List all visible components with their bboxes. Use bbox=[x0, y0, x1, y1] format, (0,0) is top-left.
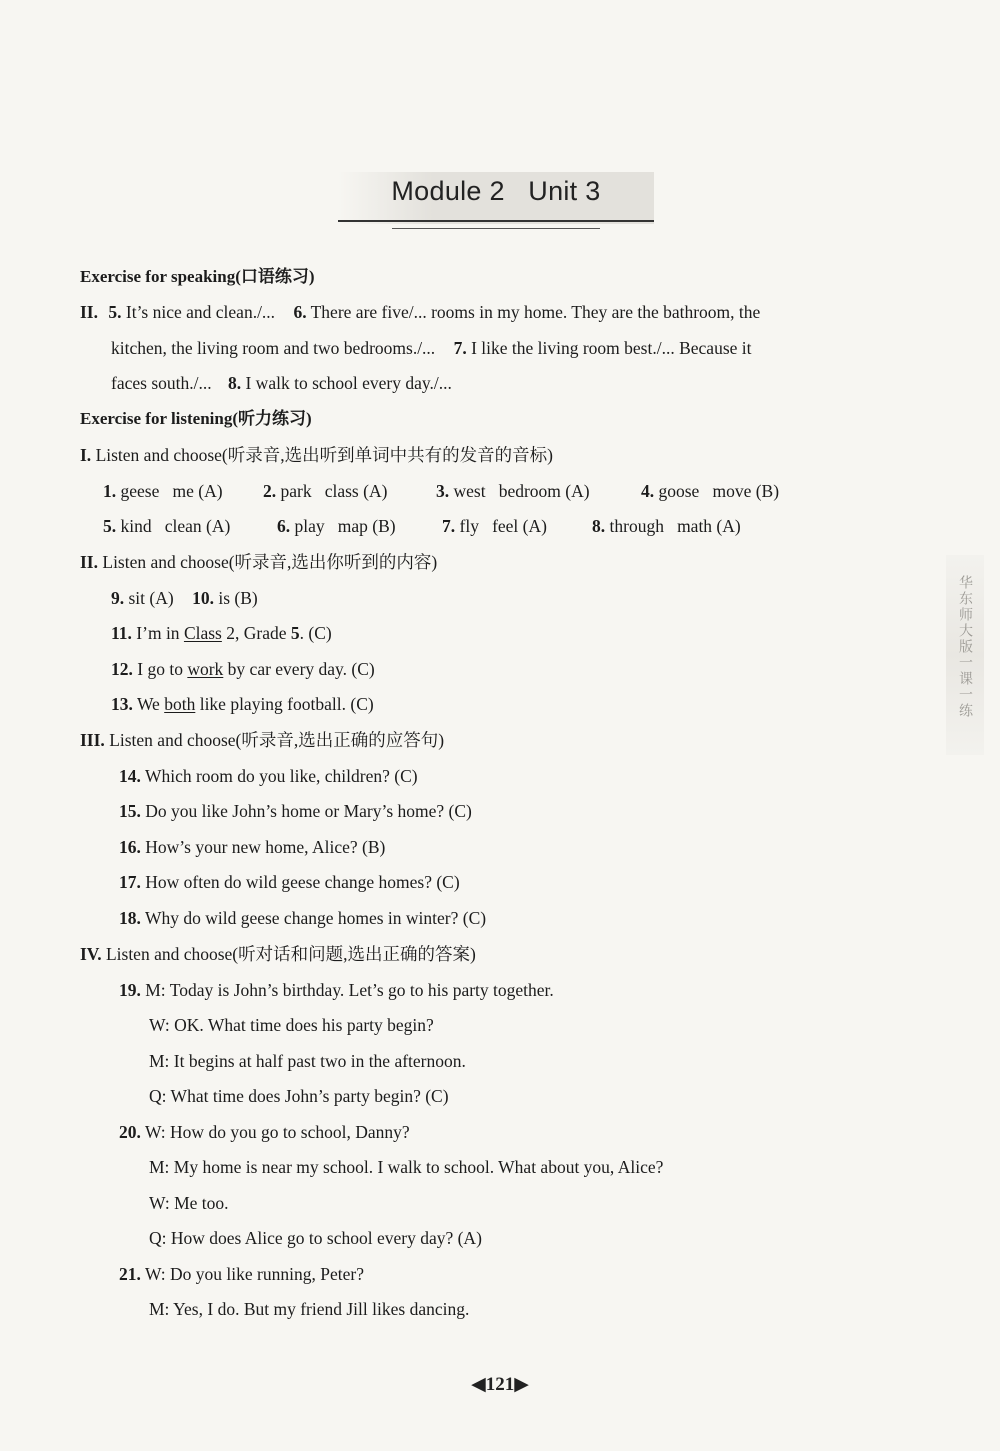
item-number: 4. bbox=[641, 481, 655, 501]
dialogue-19-line: M: It begins at half past two in the afternoon. bbox=[149, 1051, 466, 1071]
dialogue-text: W: Do you like running, Peter? bbox=[144, 1264, 364, 1284]
answer-text: geese me (A) bbox=[120, 481, 223, 501]
answer-text: It’s nice and clean./... bbox=[121, 302, 276, 322]
dialogue-20-line: W: Me too. bbox=[149, 1193, 229, 1213]
part-3-item bbox=[119, 836, 385, 858]
dialogue-21-line: M: Yes, I do. But my friend Jill likes dancing. bbox=[149, 1299, 470, 1319]
answer-text: There are five/... rooms in my home. They are the bathroom, the bbox=[306, 302, 761, 322]
part-1-row-2 bbox=[103, 515, 741, 537]
page-number: ◀121▶ bbox=[471, 1374, 529, 1395]
answer-text: We bbox=[136, 694, 165, 714]
answer-text: fly feel (A) bbox=[459, 516, 547, 536]
item-number: 17. bbox=[119, 872, 141, 892]
item-number: 13. bbox=[111, 694, 133, 714]
instruction-text: Listen and choose(听录音,选出你听到的内容) bbox=[102, 552, 438, 572]
section-label: II. bbox=[80, 552, 98, 572]
answer-text: How often do wild geese change homes? (C) bbox=[145, 872, 460, 892]
answer-text: goose move (B) bbox=[658, 481, 780, 501]
part-3-item bbox=[119, 907, 486, 929]
speaking-line-3 bbox=[111, 372, 452, 394]
bold-number: 5 bbox=[290, 623, 300, 643]
answer-text: Which room do you like, children? (C) bbox=[144, 766, 418, 786]
title-underline bbox=[338, 220, 654, 222]
item-number: 7. bbox=[442, 516, 456, 536]
dialogue-20-question: Q: How does Alice go to school every day? (A) bbox=[149, 1228, 482, 1248]
dialogue-20-line bbox=[119, 1121, 410, 1143]
part-2-item-11 bbox=[111, 622, 332, 644]
item-number: 10. bbox=[192, 588, 214, 608]
item-number: 2. bbox=[263, 481, 277, 501]
underlined-word: work bbox=[187, 659, 224, 679]
item-number: 5. bbox=[108, 302, 122, 322]
item-number: 21. bbox=[119, 1264, 141, 1284]
answer-text: by car every day. (C) bbox=[223, 659, 375, 679]
answer-text: kind clean (A) bbox=[120, 516, 231, 536]
section-label: I. bbox=[80, 445, 92, 465]
answer-text: I walk to school every day./... bbox=[241, 373, 452, 393]
part-2-item-12 bbox=[111, 658, 375, 680]
instruction-text: Listen and choose(听录音,选出听到单词中共有的发音的音标) bbox=[95, 445, 553, 465]
answer-text: I like the living room best./... Because it bbox=[466, 338, 752, 358]
answer-text: play map (B) bbox=[294, 516, 396, 536]
section-label: III. bbox=[80, 730, 105, 750]
part-2-item-13 bbox=[111, 693, 374, 715]
dialogue-20-line: M: My home is near my school. I walk to school. What about you, Alice? bbox=[149, 1157, 664, 1177]
item-number: 19. bbox=[119, 980, 141, 1000]
answer-text: 2, Grade bbox=[221, 623, 291, 643]
item-number: 3. bbox=[436, 481, 450, 501]
answer-text: Why do wild geese change homes in winter? (C) bbox=[144, 908, 487, 928]
answer-text: Do you like John’s home or Mary’s home? (C) bbox=[145, 801, 472, 821]
item-number: 14. bbox=[119, 766, 141, 786]
part-3-item bbox=[119, 765, 418, 787]
part-3-item bbox=[119, 871, 460, 893]
underlined-word: both bbox=[164, 694, 196, 714]
part-2-heading bbox=[80, 551, 437, 573]
answer-text: like playing football. (C) bbox=[195, 694, 374, 714]
part-1-heading bbox=[80, 444, 553, 466]
part-4-heading bbox=[80, 943, 476, 965]
item-number: 1. bbox=[103, 481, 117, 501]
item-number: 6. bbox=[277, 516, 291, 536]
answer-text: How’s your new home, Alice? (B) bbox=[145, 837, 386, 857]
title-banner bbox=[338, 172, 654, 224]
speaking-line-2 bbox=[111, 337, 752, 359]
item-number: 15. bbox=[119, 801, 141, 821]
speaking-heading: Exercise for speaking(口语练习) bbox=[80, 267, 315, 286]
section-label: IV. bbox=[80, 944, 102, 964]
answer-text: park class (A) bbox=[280, 481, 388, 501]
dialogue-19-line bbox=[119, 979, 554, 1001]
item-number: 11. bbox=[111, 623, 132, 643]
item-number: 7. bbox=[453, 338, 467, 358]
answer-text: kitchen, the living room and two bedrooms./... bbox=[111, 338, 436, 358]
dialogue-19-question: Q: What time does John’s party begin? (C) bbox=[149, 1086, 449, 1106]
item-number: 9. bbox=[111, 588, 125, 608]
item-number: 5. bbox=[103, 516, 117, 536]
item-number: 8. bbox=[592, 516, 606, 536]
answer-text: sit (A) bbox=[128, 588, 174, 608]
side-tab-text: 华东师大版一课一练 bbox=[957, 575, 973, 719]
answer-text: faces south./... bbox=[111, 373, 212, 393]
dialogue-21-line bbox=[119, 1263, 364, 1285]
item-number: 16. bbox=[119, 837, 141, 857]
item-number: 12. bbox=[111, 659, 133, 679]
answer-text: I go to bbox=[137, 659, 188, 679]
item-number: 20. bbox=[119, 1122, 141, 1142]
speaking-line-1 bbox=[80, 301, 760, 323]
part-3-heading bbox=[80, 729, 444, 751]
underlined-word: Class bbox=[183, 623, 222, 643]
dialogue-19-line: W: OK. What time does his party begin? bbox=[149, 1015, 434, 1035]
part-2-row-9-10 bbox=[111, 587, 258, 609]
answer-text: I’m in bbox=[136, 623, 184, 643]
item-number: 6. bbox=[293, 302, 307, 322]
section-label: II. bbox=[80, 302, 98, 322]
page-title: Module 2 Unit 3 bbox=[391, 176, 601, 206]
part-1-row-1 bbox=[103, 480, 779, 502]
title-underline-thin bbox=[392, 228, 600, 229]
instruction-text: Listen and choose(听录音,选出正确的应答句) bbox=[109, 730, 445, 750]
answer-text: through math (A) bbox=[609, 516, 741, 536]
dialogue-text: W: How do you go to school, Danny? bbox=[144, 1122, 410, 1142]
instruction-text: Listen and choose(听对话和问题,选出正确的答案) bbox=[105, 944, 476, 964]
answer-text: is (B) bbox=[218, 588, 258, 608]
dialogue-text: M: Today is John’s birthday. Let’s go to his party together. bbox=[145, 980, 554, 1000]
item-number: 8. bbox=[227, 373, 242, 393]
answer-text: . (C) bbox=[299, 623, 332, 643]
answer-text: west bedroom (A) bbox=[453, 481, 590, 501]
part-3-item bbox=[119, 800, 472, 822]
item-number: 18. bbox=[119, 908, 141, 928]
listening-heading: Exercise for listening(听力练习) bbox=[80, 409, 312, 428]
